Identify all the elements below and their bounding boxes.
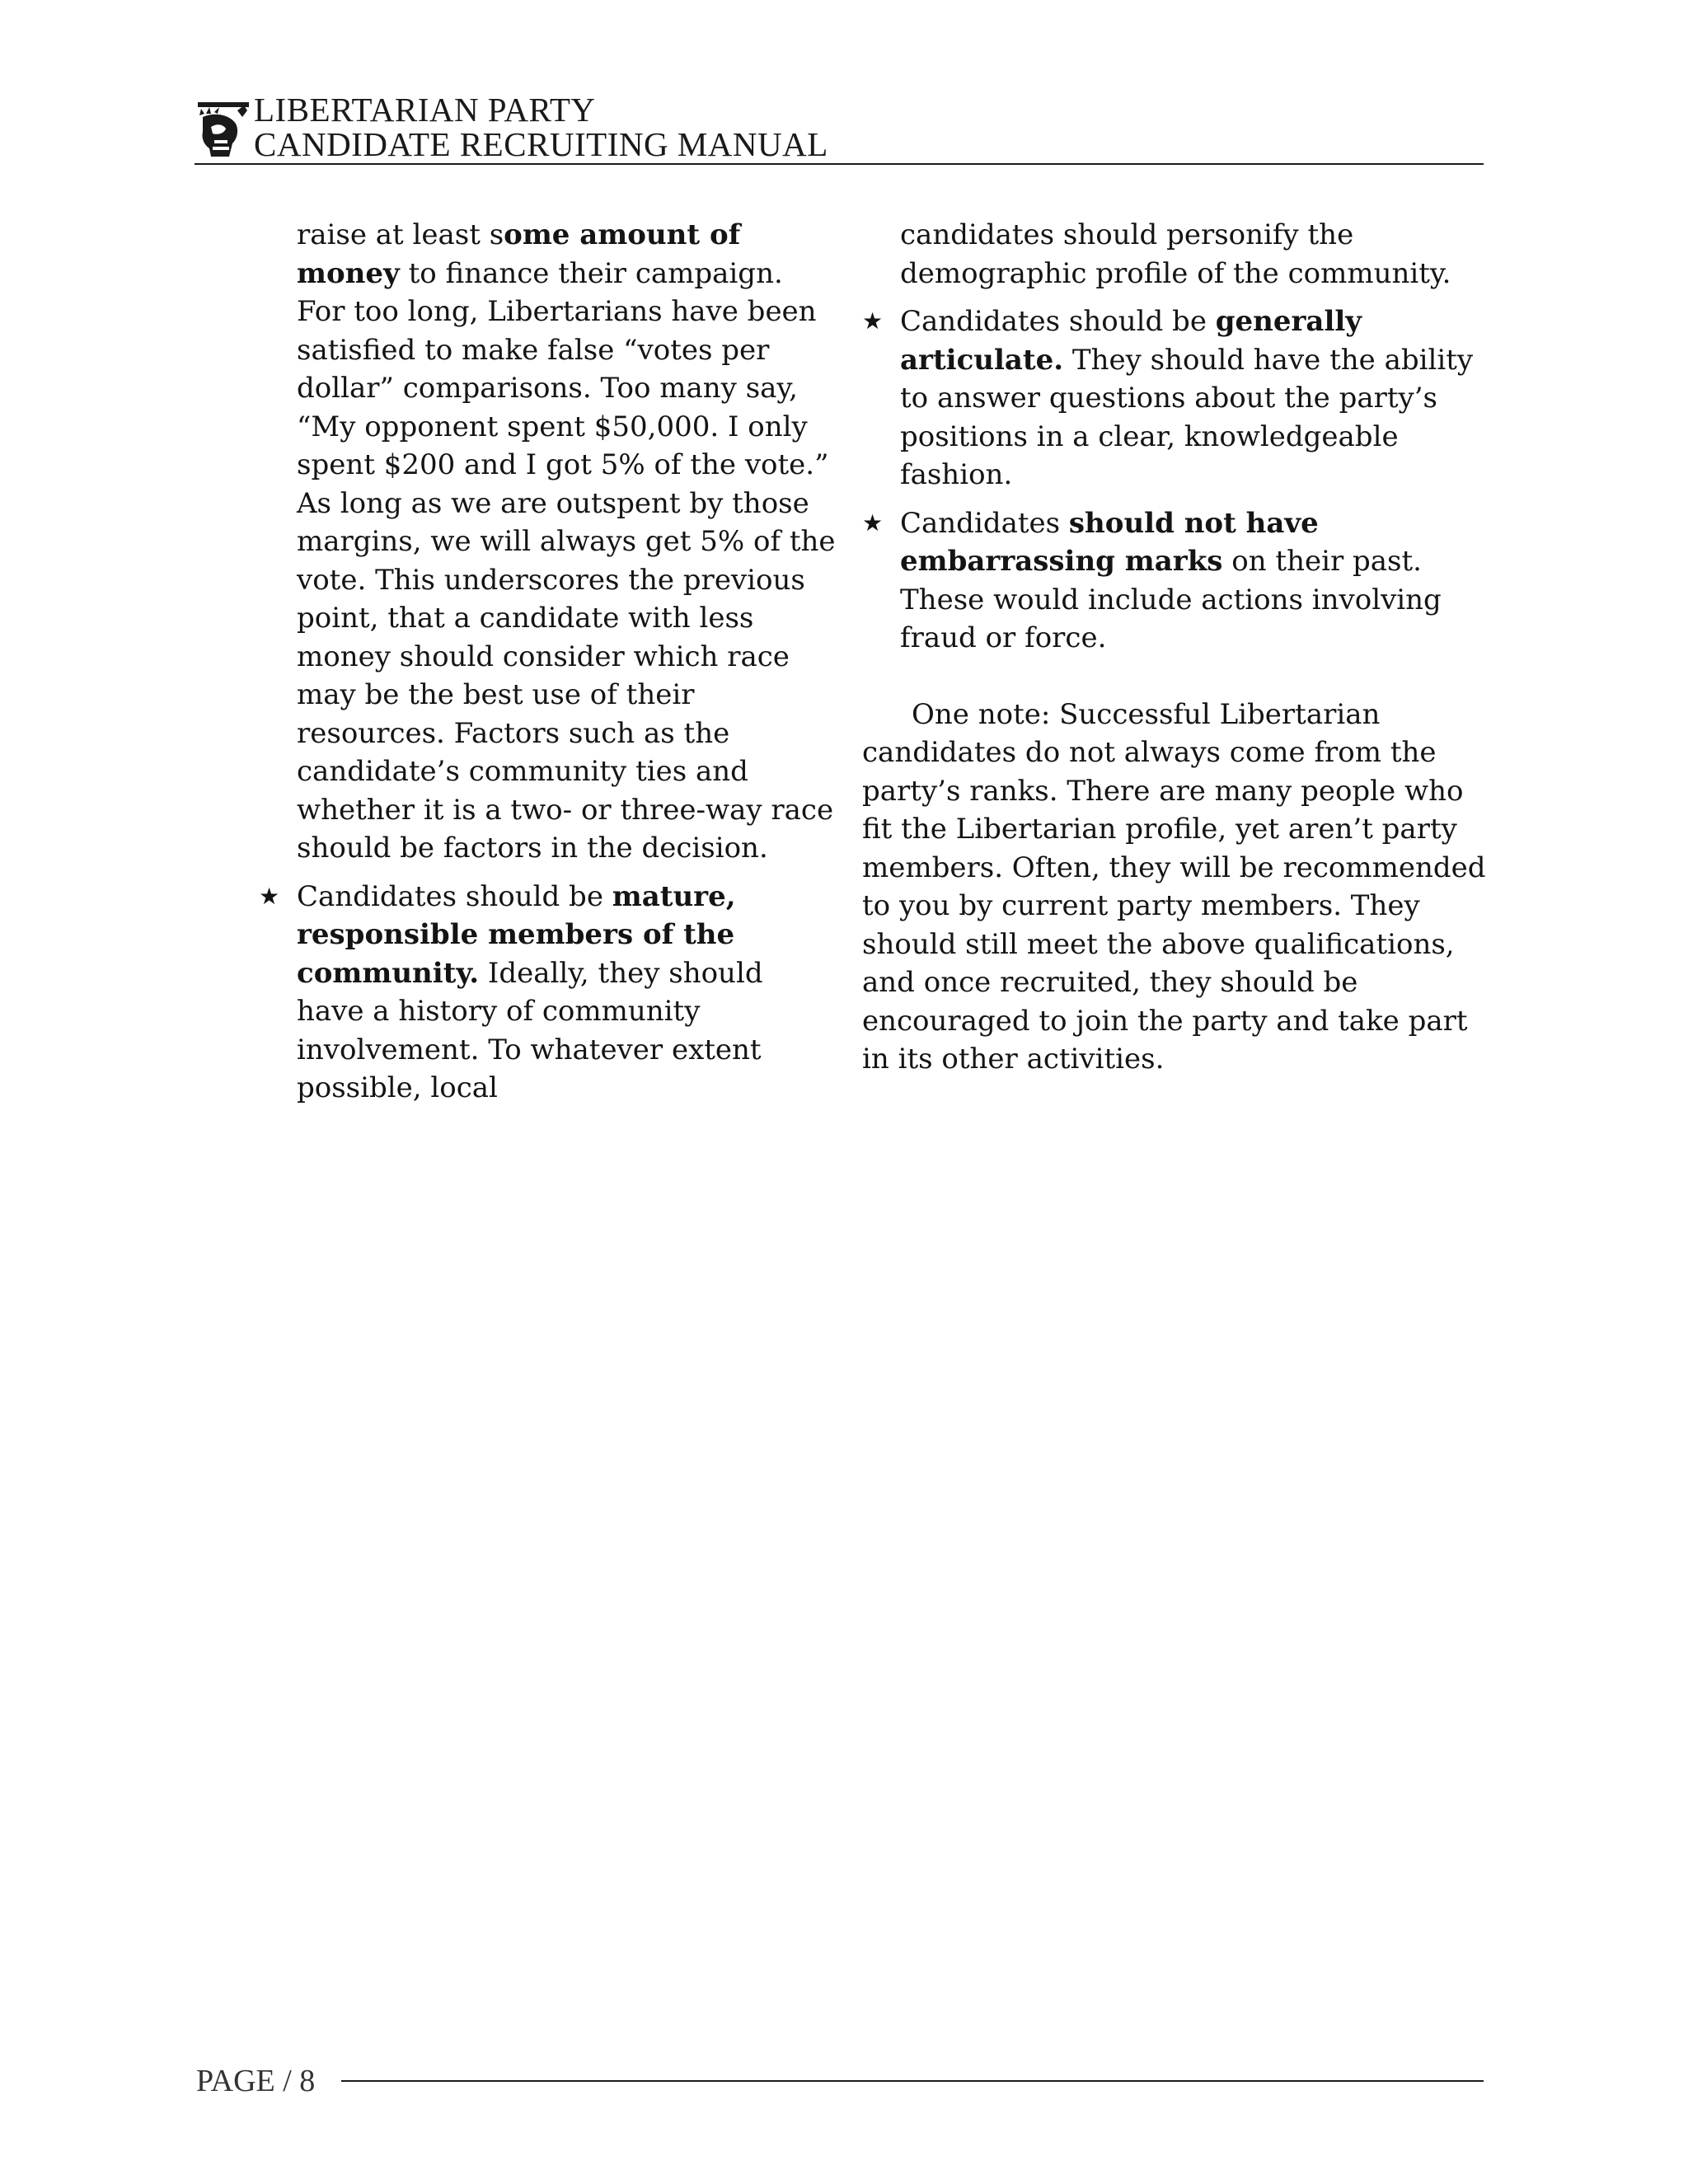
demographic-paragraph: candidates should personify the demographic profile of the community. xyxy=(900,218,1451,290)
star-bullet-icon: ★ xyxy=(862,509,884,537)
bullet-articulate: ★ Candidates should be generally articulate. They should have the ability to answer questions about the party’s positions in a clear, knowledgeable fashion. xyxy=(862,302,1497,494)
title-line-1: LIBERTARIAN PARTY xyxy=(254,91,596,129)
star-bullet-icon: ★ xyxy=(259,882,280,910)
page-number: PAGE / 8 xyxy=(196,2064,316,2098)
left-column xyxy=(259,216,836,1108)
star-bullet-icon: ★ xyxy=(862,307,884,335)
footer-divider xyxy=(341,2080,1484,2082)
bullet-no-embarrassing-marks: ★ Candidates should not have embarrassing marks on their past. These would include actions involving fraud or force. xyxy=(862,504,1497,658)
header-divider xyxy=(195,163,1484,165)
bullet-mature-members: ★ Candidates should be mature, responsible members of the community. Ideally, they should have a history of community involvement. To whatever extent possible, local xyxy=(259,878,836,1108)
title-line-2: CANDIDATE RECRUITING MANUAL xyxy=(254,125,828,163)
page-footer xyxy=(195,2060,1484,2102)
one-note-paragraph: One note: Successful Libertarian candidates do not always come from the party’s ranks. There are many people who fit the Libertarian profile, yet aren’t party members. Often, they will be recommended to you by current party members. They should still meet the above qualifications, and once recruited, they should be encouraged to join the party and take part in its other activities. xyxy=(862,697,1486,1076)
page-header xyxy=(195,92,1484,165)
paragraph-gap xyxy=(862,658,1497,696)
money-paragraph: raise at least some amount of money to finance their campaign. For too long, Libertarians have been satisfied to make false “votes per dollar” comparisons. Too many say, “My opponent spent $50,000. I only spent $200 and I got 5% of the vote.” As long as we are outspent by those margins, we will always get 5% of the vote. This underscores the previous point, that a candidate with less money should consider which race may be the best use of their resources. Factors such as the candidate’s community ties and whether it is a two- or three-way race should be factors in the decision. xyxy=(297,218,836,865)
right-column xyxy=(862,216,1497,1079)
manual-title xyxy=(254,92,828,162)
statue-of-liberty-logo-icon xyxy=(196,99,251,158)
